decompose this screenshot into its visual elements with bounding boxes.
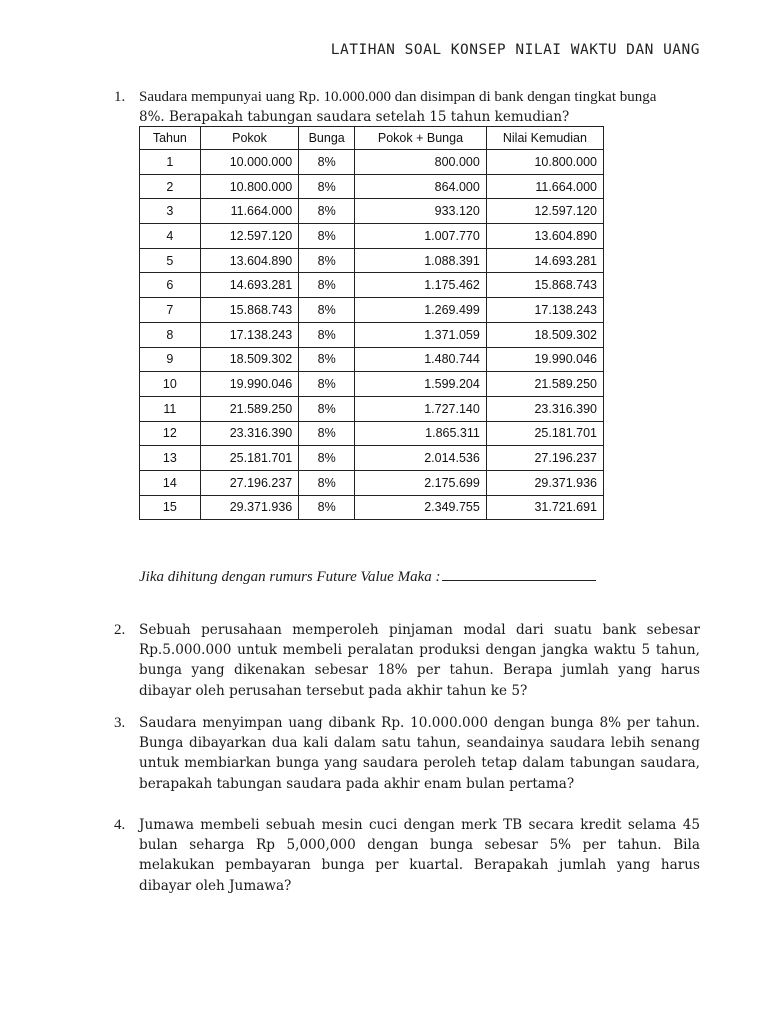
cell-bunga: 8% (299, 224, 355, 249)
cell-bunga: 8% (299, 470, 355, 495)
cell-pokok-bunga: 1.480.744 (355, 347, 487, 372)
table-row (140, 421, 604, 446)
cell-pokok: 12.597.120 (200, 224, 299, 249)
question-line: 8%. Berapakah tabungan saudara setelah 15 tahun kemudian? (139, 109, 570, 125)
table-row (140, 347, 604, 372)
cell-pokok: 10.800.000 (200, 174, 299, 199)
table-row (140, 273, 604, 298)
cell-nilai-kemudian: 14.693.281 (486, 248, 603, 273)
cell-bunga: 8% (299, 495, 355, 520)
cell-pokok-bunga: 864.000 (355, 174, 487, 199)
cell-pokok: 21.589.250 (200, 396, 299, 421)
question-4 (114, 815, 700, 896)
cell-tahun: 2 (140, 174, 201, 199)
column-header-pokok: Pokok (200, 127, 299, 150)
cell-tahun: 8 (140, 322, 201, 347)
cell-bunga: 8% (299, 396, 355, 421)
table-row (140, 224, 604, 249)
cell-tahun: 11 (140, 396, 201, 421)
future-value-label: Jika dihitung dengan rumurs Future Value Maka : (139, 569, 441, 585)
cell-tahun: 10 (140, 372, 201, 397)
cell-pokok-bunga: 1.269.499 (355, 298, 487, 323)
cell-bunga: 8% (299, 150, 355, 175)
table-row (140, 199, 604, 224)
cell-nilai-kemudian: 17.138.243 (486, 298, 603, 323)
cell-pokok: 10.000.000 (200, 150, 299, 175)
table-row (140, 446, 604, 471)
cell-pokok-bunga: 2.349.755 (355, 495, 487, 520)
cell-pokok: 19.990.046 (200, 372, 299, 397)
cell-tahun: 1 (140, 150, 201, 175)
cell-tahun: 12 (140, 421, 201, 446)
cell-tahun: 3 (140, 199, 201, 224)
table-header-row (140, 127, 604, 150)
question-3 (114, 713, 700, 794)
cell-bunga: 8% (299, 199, 355, 224)
cell-tahun: 15 (140, 495, 201, 520)
cell-nilai-kemudian: 12.597.120 (486, 199, 603, 224)
cell-pokok: 17.138.243 (200, 322, 299, 347)
cell-bunga: 8% (299, 372, 355, 397)
cell-tahun: 4 (140, 224, 201, 249)
table-row (140, 248, 604, 273)
cell-pokok: 11.664.000 (200, 199, 299, 224)
document-title: LATIHAN SOAL KONSEP NILAI WAKTU DAN UANG (330, 42, 700, 58)
cell-tahun: 6 (140, 273, 201, 298)
cell-nilai-kemudian: 19.990.046 (486, 347, 603, 372)
column-header-tahun: Tahun (140, 127, 201, 150)
question-1 (114, 87, 700, 127)
cell-bunga: 8% (299, 421, 355, 446)
question-text: Sebuah perusahaan memperoleh pinjaman modal dari suatu bank sebesar Rp.5.000.000 untuk membeli peralatan produksi dengan jangka waktu 5 tahun, bunga yang dikenakan sebesar 18% per tahun. Berapa jumlah yang harus dibayar oleh perusahan tersebut pada akhir tahun ke 5? (139, 622, 700, 699)
question-text: Jumawa membeli sebuah mesin cuci dengan merk TB secara kredit selama 45 bulan seharga Rp 5,000,000 dengan bunga sebesar 5% per tahun. Bila melakukan pembayaran bunga per kuartal. Berapakah jumlah yang harus dibayar oleh Jumawa? (139, 817, 700, 894)
cell-bunga: 8% (299, 174, 355, 199)
column-header-bunga: Bunga (299, 127, 355, 150)
cell-pokok: 29.371.936 (200, 495, 299, 520)
table-body (140, 150, 604, 520)
cell-pokok: 25.181.701 (200, 446, 299, 471)
cell-pokok-bunga: 1.865.311 (355, 421, 487, 446)
cell-pokok-bunga: 1.175.462 (355, 273, 487, 298)
column-header-nilai-kemudian: Nilai Kemudian (486, 127, 603, 150)
cell-nilai-kemudian: 25.181.701 (486, 421, 603, 446)
cell-pokok-bunga: 1.088.391 (355, 248, 487, 273)
cell-pokok: 27.196.237 (200, 470, 299, 495)
table-row (140, 495, 604, 520)
question-text (139, 87, 700, 127)
table-row (140, 150, 604, 175)
cell-tahun: 13 (140, 446, 201, 471)
cell-nilai-kemudian: 23.316.390 (486, 396, 603, 421)
cell-nilai-kemudian: 21.589.250 (486, 372, 603, 397)
table-row (140, 372, 604, 397)
table-row (140, 470, 604, 495)
cell-tahun: 7 (140, 298, 201, 323)
cell-tahun: 14 (140, 470, 201, 495)
cell-pokok-bunga: 800.000 (355, 150, 487, 175)
cell-bunga: 8% (299, 248, 355, 273)
cell-tahun: 5 (140, 248, 201, 273)
question-2 (114, 620, 700, 701)
cell-pokok: 18.509.302 (200, 347, 299, 372)
cell-pokok-bunga: 1.727.140 (355, 396, 487, 421)
cell-nilai-kemudian: 31.721.691 (486, 495, 603, 520)
cell-nilai-kemudian: 11.664.000 (486, 174, 603, 199)
cell-nilai-kemudian: 29.371.936 (486, 470, 603, 495)
cell-pokok-bunga: 1.599.204 (355, 372, 487, 397)
answer-blank[interactable] (442, 566, 596, 581)
question-line: Saudara mempunyai uang Rp. 10.000.000 dan disimpan di bank dengan tingkat bunga (139, 89, 657, 105)
cell-pokok-bunga: 1.371.059 (355, 322, 487, 347)
table-row (140, 298, 604, 323)
question-number: 1. (114, 89, 126, 105)
cell-bunga: 8% (299, 347, 355, 372)
cell-pokok-bunga: 2.014.536 (355, 446, 487, 471)
cell-bunga: 8% (299, 298, 355, 323)
cell-pokok-bunga: 2.175.699 (355, 470, 487, 495)
question-number: 3. (114, 715, 126, 731)
cell-pokok: 23.316.390 (200, 421, 299, 446)
question-text: Saudara menyimpan uang dibank Rp. 10.000.000 dengan bunga 8% per tahun. Bunga dibayarkan dua kali dalam satu tahun, seandainya saudara lebih senang untuk membiarkan bunga yang saudara peroleh tetap dalam tabungan saudara, berapakah tabungan saudara pada akhir enam bulan pertama? (139, 715, 700, 792)
cell-nilai-kemudian: 27.196.237 (486, 446, 603, 471)
cell-nilai-kemudian: 18.509.302 (486, 322, 603, 347)
cell-nilai-kemudian: 10.800.000 (486, 150, 603, 175)
cell-pokok: 14.693.281 (200, 273, 299, 298)
cell-pokok: 15.868.743 (200, 298, 299, 323)
cell-bunga: 8% (299, 322, 355, 347)
future-value-prompt (139, 566, 596, 586)
cell-pokok-bunga: 933.120 (355, 199, 487, 224)
table-row (140, 174, 604, 199)
question-number: 2. (114, 622, 126, 638)
compound-interest-table (139, 126, 604, 520)
cell-nilai-kemudian: 15.868.743 (486, 273, 603, 298)
column-header-pokok-bunga: Pokok + Bunga (355, 127, 487, 150)
cell-tahun: 9 (140, 347, 201, 372)
cell-bunga: 8% (299, 273, 355, 298)
question-number: 4. (114, 817, 126, 833)
cell-nilai-kemudian: 13.604.890 (486, 224, 603, 249)
table-row (140, 322, 604, 347)
cell-pokok-bunga: 1.007.770 (355, 224, 487, 249)
cell-bunga: 8% (299, 446, 355, 471)
table-row (140, 396, 604, 421)
cell-pokok: 13.604.890 (200, 248, 299, 273)
